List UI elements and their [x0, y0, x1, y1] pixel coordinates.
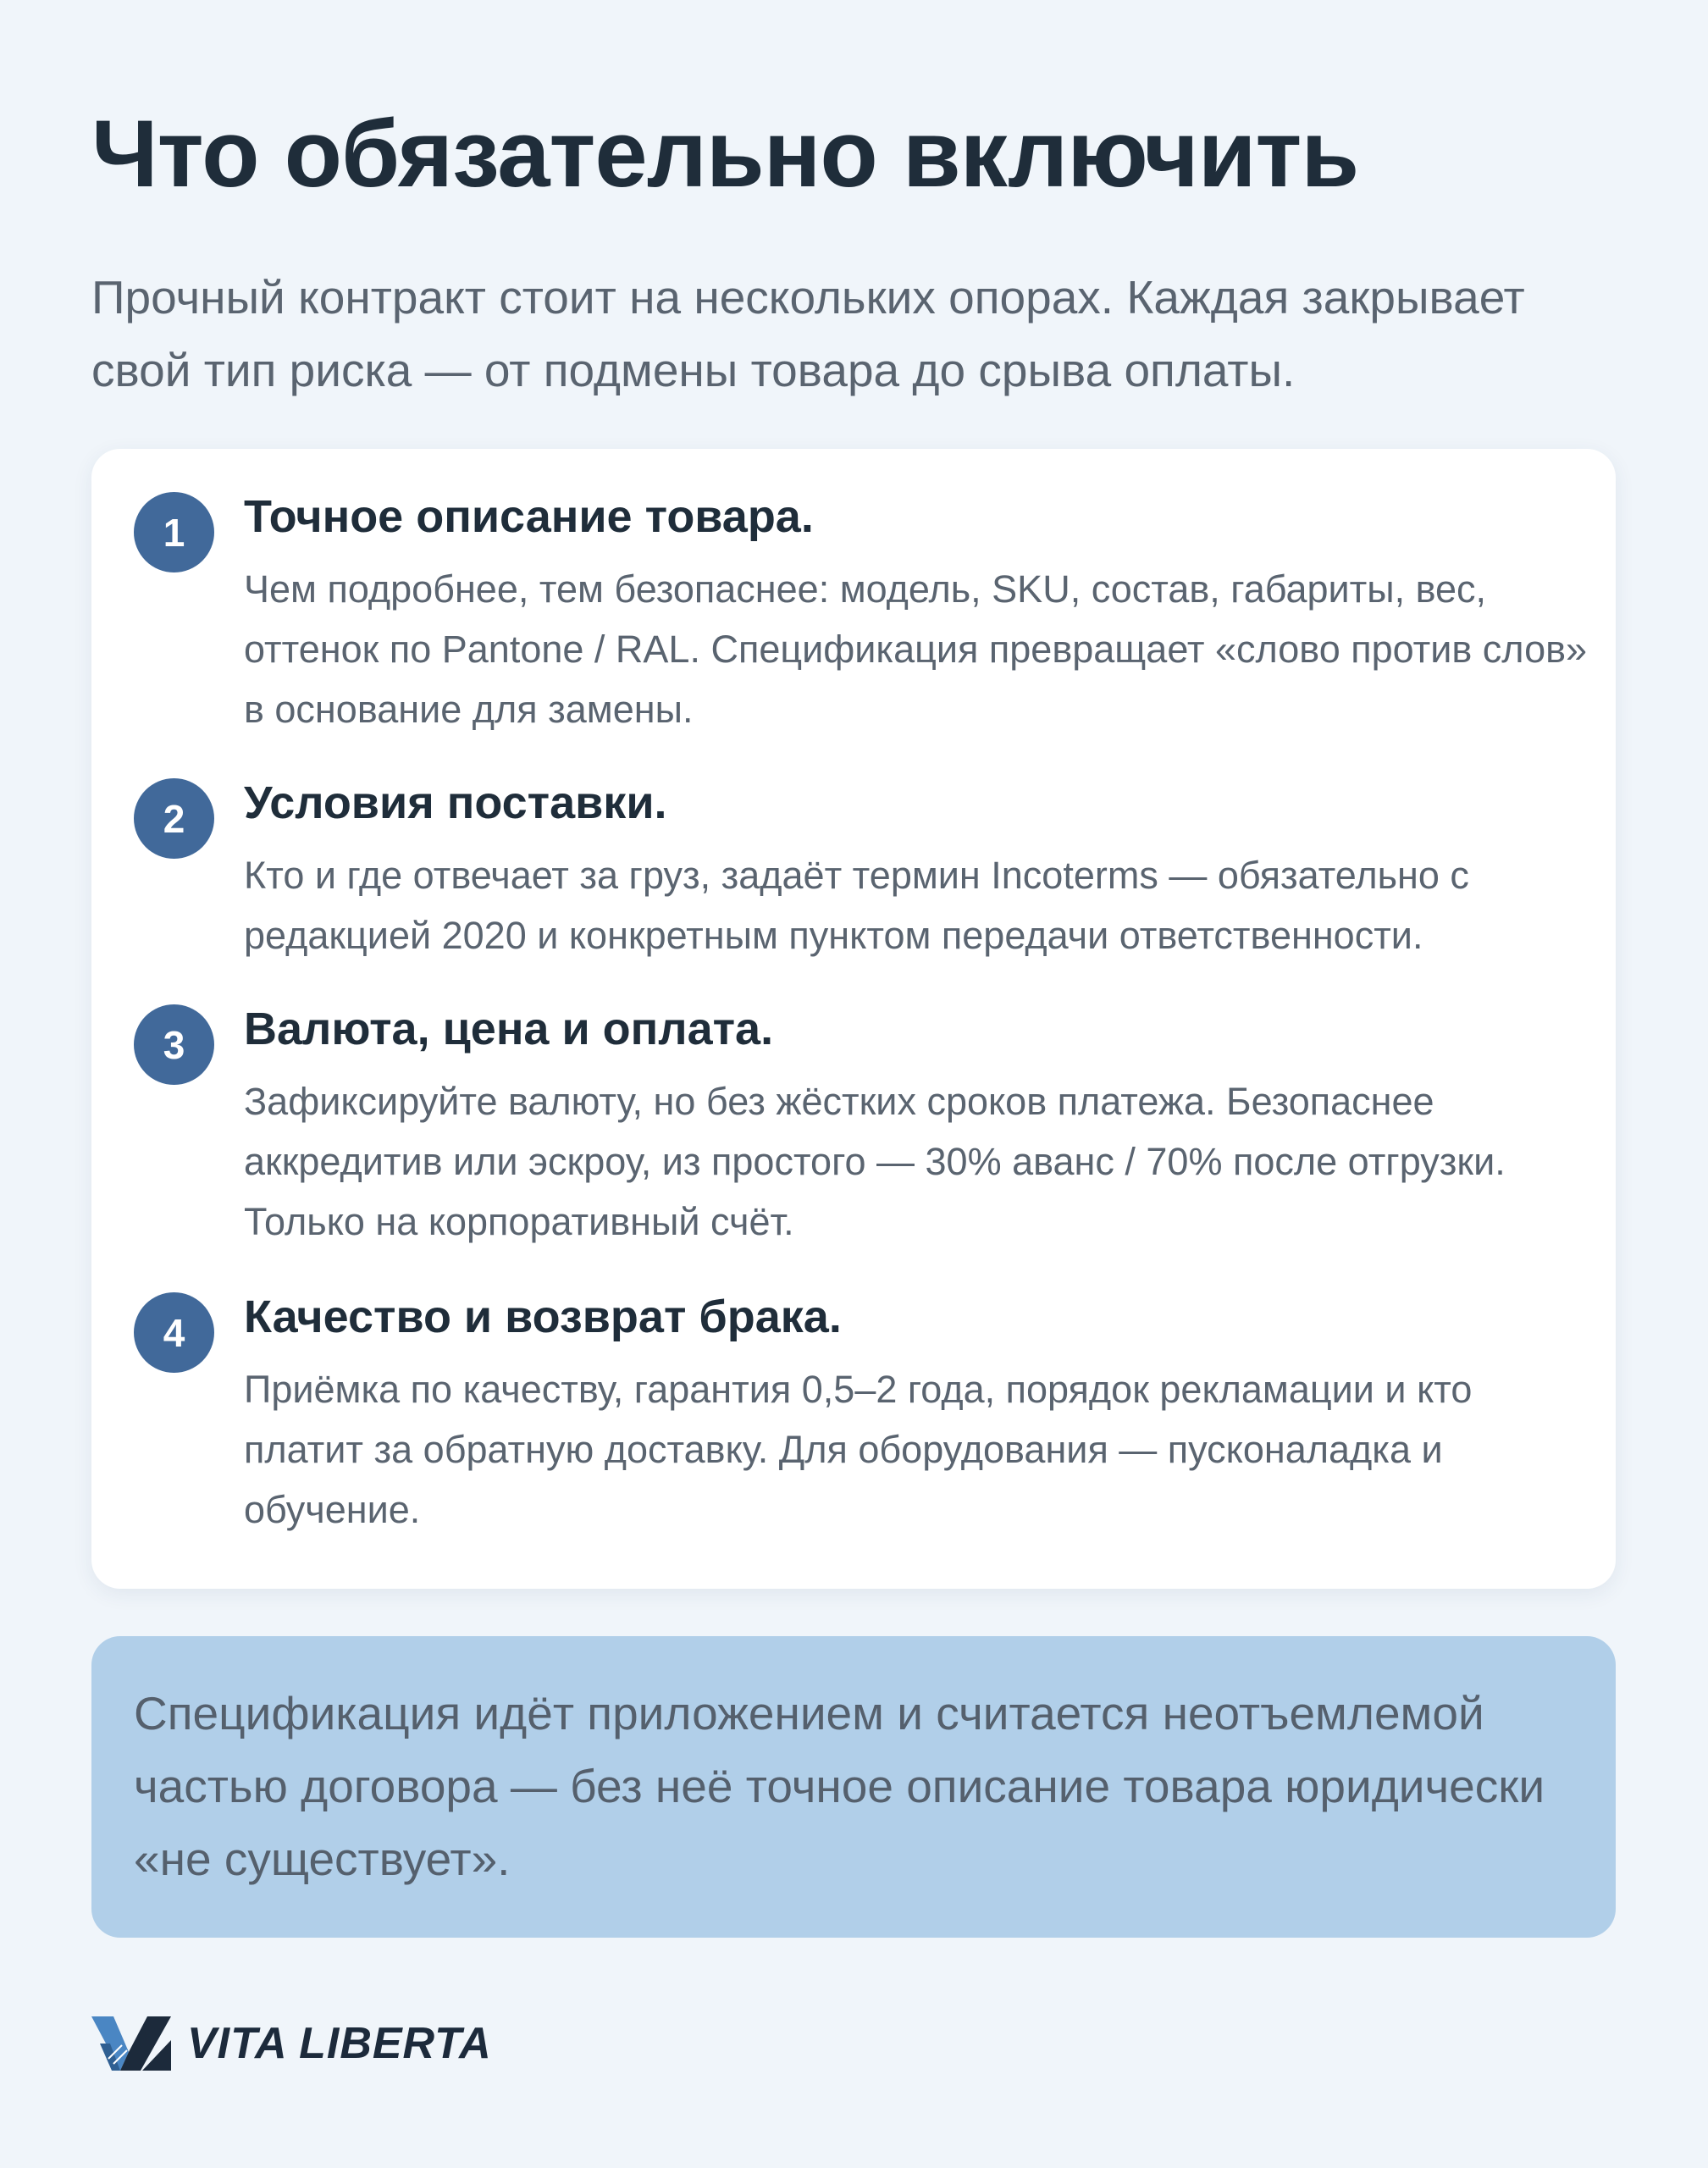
item-number-badge: 1 [134, 492, 214, 572]
item-description: Кто и где отвечает за груз, задаёт термин Incoterms — обязательно с редакцией 2020 и конкретным пунктом передачи ответственности. [244, 854, 1469, 957]
item-title: Условия поставки. [244, 777, 667, 828]
vita-liberta-logo-icon [91, 2015, 172, 2072]
intro-text: Прочный контракт стоит на нескольких опорах. Каждая закрывает свой тип риска — от подмены товара до срыва оплаты. [91, 271, 1525, 396]
item-description: Зафиксируйте валюту, но без жёстких сроков платежа. Безопаснее аккредитив или эскроу, из простого — 30% аванс / 70% после отгрузки. Только на корпоративный счёт. [244, 1080, 1506, 1243]
page-title: Что обязательно включить [91, 101, 1359, 207]
item-description: Приёмка по качеству, гарантия 0,5–2 года, порядок рекламации и кто платит за обратную доставку. Для оборудования — пусконаладка и обучение. [244, 1368, 1473, 1531]
note-text: Спецификация идёт приложением и считается неотъемлемой частью договора — без неё точное описание товара юридически «не существует». [134, 1687, 1545, 1885]
item-title: Валюта, цена и оплата. [244, 1004, 774, 1054]
item-number-badge: 3 [134, 1004, 214, 1085]
item-description: Чем подробнее, тем безопаснее: модель, SKU, состав, габариты, вес, оттенок по Pantone / RAL. Спецификация превращает «слово против слов» в основание для замены. [244, 567, 1588, 731]
brand-footer [91, 2014, 492, 2073]
note-callout [91, 1636, 1616, 1938]
requirements-card [91, 449, 1616, 1589]
item-title: Качество и возврат брака. [244, 1291, 842, 1342]
brand-name: VITA LIBERTA [187, 2019, 492, 2068]
item-number-badge: 4 [134, 1292, 214, 1373]
item-number-badge: 2 [134, 778, 214, 859]
item-title: Точное описание товара. [244, 491, 814, 542]
